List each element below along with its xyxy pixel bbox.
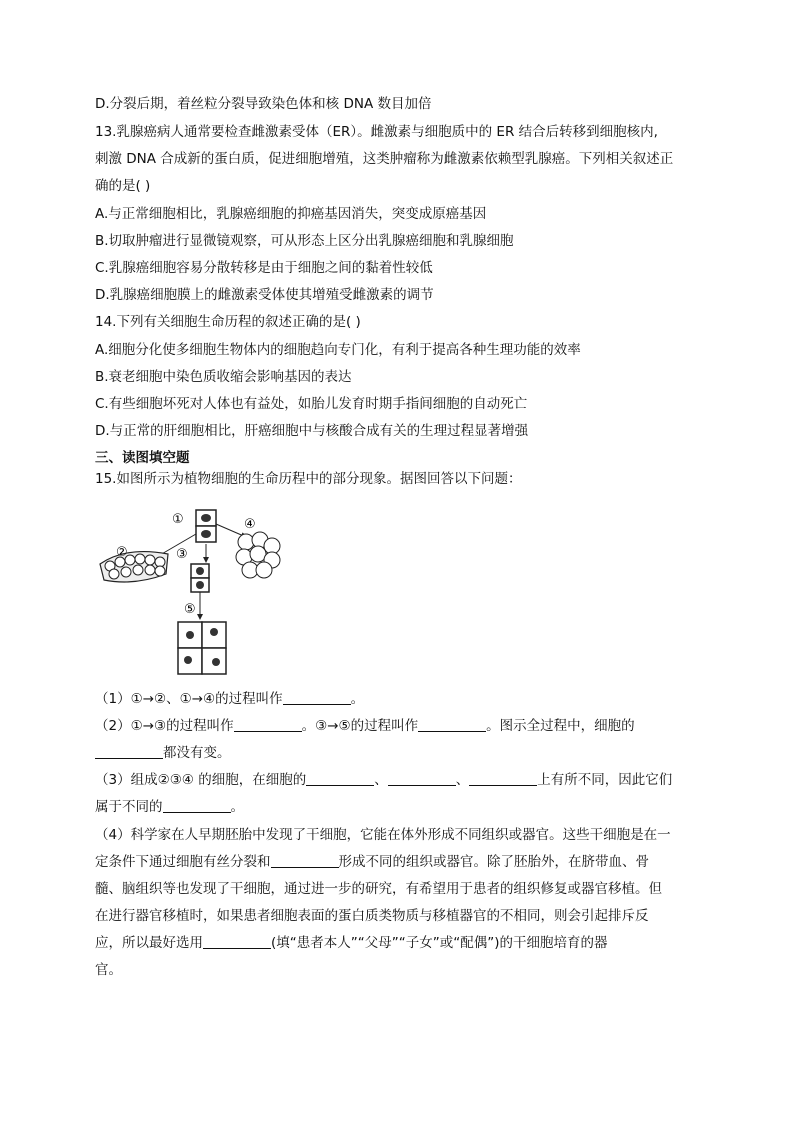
separator: 、 [455, 772, 470, 788]
q13-option-a: A.与正常细胞相比，乳腺癌细胞的抑癌基因消失，突变成原癌基因 [95, 206, 487, 222]
separator: 、 [374, 772, 388, 788]
answer-blank-9[interactable] [271, 853, 339, 868]
q15-part2-text-a: （2）①→③的过程叫作 [95, 718, 234, 734]
stage-3-cells [191, 564, 209, 592]
q15-part4-text-5a: 应，所以最好选用 [95, 935, 203, 951]
q15-part3-text-b: 上有所不同，因此它们 [537, 772, 673, 788]
answer-blank-7[interactable] [469, 771, 537, 786]
answer-blank-2[interactable] [234, 717, 302, 732]
q15-part2-text-b: 。③→⑤的过程叫作 [301, 718, 419, 734]
answer-blank-8[interactable] [163, 798, 231, 813]
q15-part2 [95, 717, 635, 735]
q15-part3-text-d: 。 [230, 799, 244, 815]
stage-4-cells [236, 532, 280, 578]
q13-option-b: B.切取肿瘤进行显微镜观察，可从形态上区分出乳腺癌细胞和乳腺细胞 [95, 233, 514, 249]
q15-part4-line1: （4）科学家在人早期胚胎中发现了干细胞，它能在体外形成不同组织或器官。这些干细胞是在一 [95, 827, 671, 843]
q15-part4-text-2b: 形成不同的组织或器官。除了胚胎外，在脐带血、骨 [338, 854, 649, 870]
q13-stem-line1: 13.乳腺癌病人通常要检查雌激素受体（ER）。雌激素与细胞质中的 ER 结合后转移到细胞核内, [95, 124, 658, 140]
q13-stem-line3: 确的是( ) [95, 178, 151, 194]
q15-part2-text-c: 。图示全过程中，细胞的 [486, 718, 635, 734]
answer-blank-3[interactable] [418, 717, 486, 732]
stage-5-cells [178, 622, 226, 674]
q13-option-c: C.乳腺癌细胞容易分散转移是由于细胞之间的黏着性较低 [95, 260, 433, 276]
stage-1-cells [196, 510, 216, 542]
answer-blank-6[interactable] [388, 771, 456, 786]
answer-blank-1[interactable] [283, 690, 351, 705]
label-5: ⑤ [184, 602, 196, 617]
q15-part4-line5 [95, 934, 607, 952]
q15-part4-line3: 髓、脑组织等也发现了干细胞，通过进一步的研究，有希望用于患者的组织修复或器官移植。但 [95, 881, 662, 897]
q15-part3-text-a: （3）组成②③④ 的细胞，在细胞的 [95, 772, 307, 788]
stage-2-tissue [100, 552, 168, 582]
label-3: ③ [176, 547, 188, 562]
q15-part3-text-c: 属于不同的 [95, 799, 163, 815]
q15-part3 [95, 771, 672, 789]
label-4: ④ [244, 517, 256, 532]
q15-part1-text-a: （1）①→②、①→④的过程叫作 [95, 691, 283, 707]
answer-blank-10[interactable] [203, 934, 271, 949]
answer-blank-5[interactable] [306, 771, 374, 786]
q13-option-d: D.乳腺癌细胞膜上的雌激素受体使其增殖受雌激素的调节 [95, 287, 434, 303]
q15-part2-cont [95, 744, 231, 762]
label-1: ① [172, 512, 184, 527]
q12-option-d: D.分裂后期，着丝粒分裂导致染色体和核 DNA 数目加倍 [95, 96, 432, 112]
q15-part4-line2 [95, 853, 649, 871]
q14-option-a: A.细胞分化使多细胞生物体内的细胞趋向专门化，有利于提高各种生理功能的效率 [95, 342, 581, 358]
q15-part4-line4: 在进行器官移植时，如果患者细胞表面的蛋白质类物质与移植器官的不相同，则会引起排斥反 [95, 908, 649, 924]
q15-part1 [95, 690, 364, 708]
q15-part3-cont [95, 798, 244, 816]
q14-option-c: C.有些细胞坏死对人体也有益处，如胎儿发育时期手指间细胞的自动死亡 [95, 396, 528, 412]
answer-blank-4[interactable] [95, 744, 163, 759]
q15-part4-text-2a: 定条件下通过细胞有丝分裂和 [95, 854, 271, 870]
cell-life-history-figure [96, 502, 306, 680]
q15-part4-text-5b: (填“患者本人”“父母”“子女”或“配偶”)的干细胞培育的器 [271, 935, 608, 951]
q14-stem: 14.下列有关细胞生命历程的叙述正确的是( ) [95, 314, 361, 330]
q15-part2-text-d: 都没有变。 [163, 745, 231, 761]
label-2: ② [116, 545, 128, 560]
q14-option-d: D.与正常的肝细胞相比，肝癌细胞中与核酸合成有关的生理过程显著增强 [95, 423, 529, 439]
q14-option-b: B.衰老细胞中染色质收缩会影响基因的表达 [95, 369, 352, 385]
section-title: 三、读图填空题 [95, 450, 190, 466]
q15-part4-line6: 官。 [95, 962, 122, 978]
q13-stem-line2: 刺激 DNA 合成新的蛋白质，促进细胞增殖，这类肿瘤称为雌激素依赖型乳腺癌。下列相关叙述正 [95, 151, 674, 167]
q15-part1-text-b: 。 [350, 691, 365, 707]
q15-stem: 15.如图所示为植物细胞的生命历程中的部分现象。据图回答以下问题： [95, 471, 522, 487]
